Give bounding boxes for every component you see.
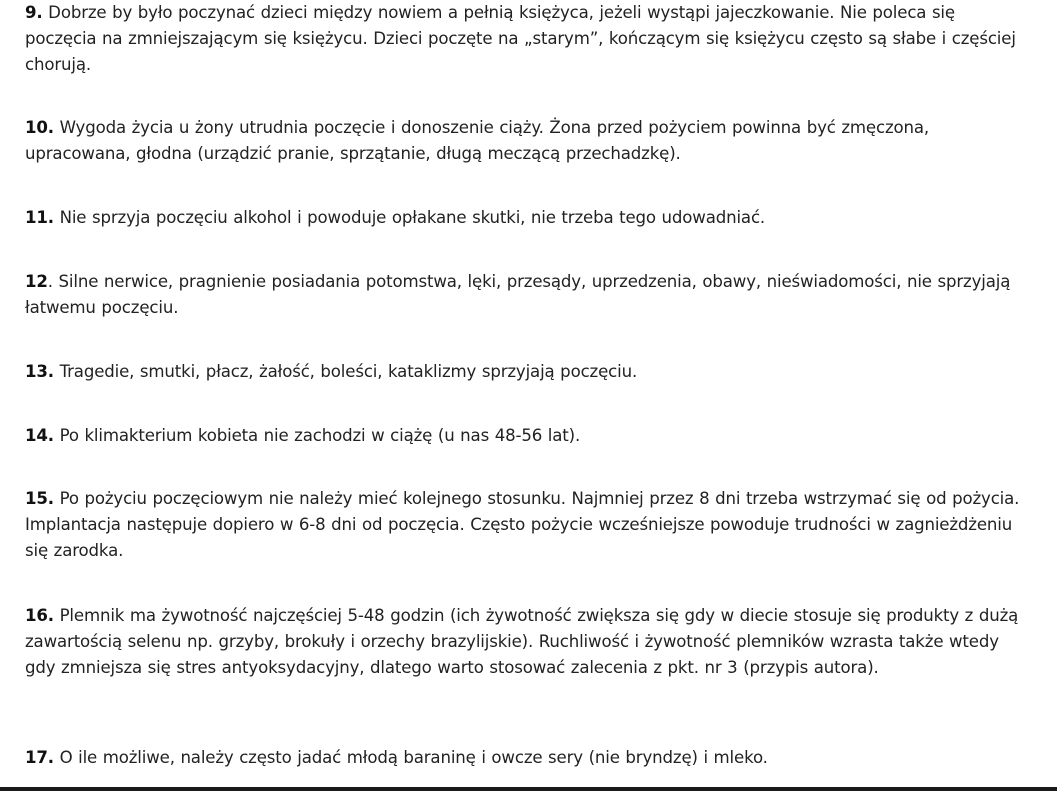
item-text: Dobrze by było poczynać dzieci między nowiem a pełnią księżyca, jeżeli wystąpi jajeczkowanie. Nie poleca się poczęcia na zmniejszającym się księżycu. Dzieci poczęte na „starym”, kończącym się księżycu często są słabe i częściej chorują.: [25, 3, 1016, 74]
bottom-border: [0, 787, 1057, 791]
list-item-16: [25, 603, 1025, 681]
item-number: 10.: [25, 118, 54, 137]
item-number: 11.: [25, 208, 54, 227]
list-item-14: [25, 423, 1025, 449]
item-number: 17.: [25, 748, 54, 767]
item-number: 12: [25, 272, 48, 291]
item-number: 13.: [25, 362, 54, 381]
item-number: 16.: [25, 606, 54, 625]
item-text: Nie sprzyja poczęciu alkohol i powoduje opłakane skutki, nie trzeba tego udowadniać.: [53, 208, 766, 227]
item-text: Plemnik ma żywotność najczęściej 5-48 godzin (ich żywotność zwiększa się gdy w diecie stosuje się produkty z dużą zawartością selenu np. grzyby, brokuły i orzechy brazylijskie). Ruchliwość i żywotność plemników wzrasta także wtedy gdy zmniejsza się stres antyoksydacyjny, dlatego warto stosować zalecenia z pkt. nr 3 (przypis autora).: [25, 606, 1019, 677]
list-item-10: [25, 115, 1025, 167]
item-text: Tragedie, smutki, płacz, żałość, boleści, kataklizmy sprzyjają poczęciu.: [53, 362, 638, 381]
list-item-13: [25, 359, 1025, 385]
list-item-15: [25, 486, 1025, 564]
item-text: O ile możliwe, należy często jadać młodą baraninę i owcze sery (nie bryndzę) i mleko.: [53, 748, 768, 767]
list-item-12: [25, 269, 1025, 321]
item-text: . Silne nerwice, pragnienie posiadania potomstwa, lęki, przesądy, uprzedzenia, obawy, nieświadomości, nie sprzyjają łatwemu poczęciu.: [25, 272, 1011, 317]
item-text: Po pożyciu poczęciowym nie należy mieć kolejnego stosunku. Najmniej przez 8 dni trzeba wstrzymać się od pożycia. Implantacja następuje dopiero w 6-8 dni od poczęcia. Często pożycie wcześniejsze powoduje trudności w zagnieżdżeniu się zarodka.: [25, 489, 1020, 560]
list-item-9: [25, 0, 1025, 78]
item-number: 15.: [25, 489, 54, 508]
item-text: Wygoda życia u żony utrudnia poczęcie i donoszenie ciąży. Żona przed pożyciem powinna być zmęczona, upracowana, głodna (urządzić pranie, sprzątanie, długą meczącą przechadzkę).: [25, 118, 930, 163]
list-item-11: [25, 205, 1025, 231]
item-text: Po klimakterium kobieta nie zachodzi w ciążę (u nas 48-56 lat).: [53, 426, 581, 445]
item-number: 9.: [25, 3, 43, 22]
item-number: 14.: [25, 426, 54, 445]
list-item-17: [25, 745, 1025, 771]
